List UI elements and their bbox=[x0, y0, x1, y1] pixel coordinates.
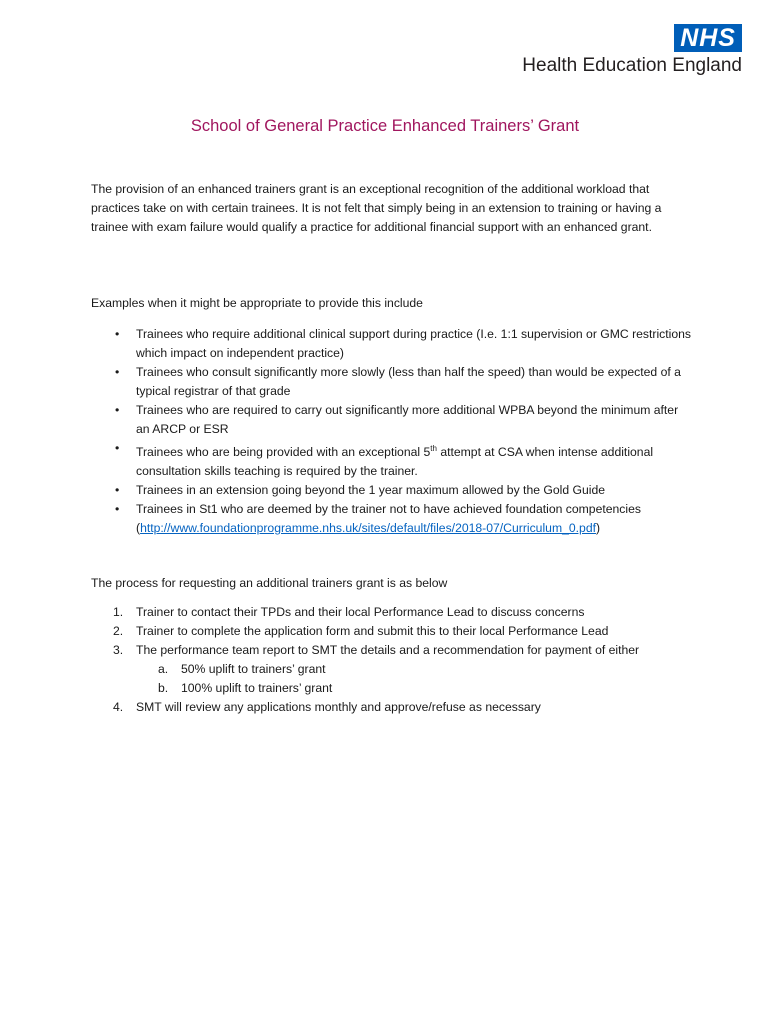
substep-text: 100% uplift to trainers’ grant bbox=[181, 681, 333, 695]
list-item bbox=[136, 679, 691, 698]
list-item bbox=[91, 698, 691, 717]
process-steps bbox=[91, 603, 691, 717]
step-text: SMT will review any applications monthly and approve/refuse as necessary bbox=[136, 700, 541, 714]
list-item bbox=[91, 641, 691, 698]
close-paren: ) bbox=[595, 521, 601, 536]
bullet-icon: • bbox=[115, 441, 120, 455]
intro-paragraph: The provision of an enhanced trainers grant is an exceptional recognition of the additional workload that practices take on with certain trainees. It is not felt that simply being in an extension to training or having a trainee with exam failure would qualify a practice for additional financial support with an enhanced grant. bbox=[91, 182, 662, 234]
bullet-icon: • bbox=[115, 483, 120, 498]
examples-list bbox=[91, 325, 691, 538]
csa-text-before: Trainees who are being provided with an exceptional 5 bbox=[136, 445, 431, 460]
list-item-text: Trainees who consult significantly more slowly (less than half the speed) than would be expected of a typical registrar of that grade bbox=[136, 365, 681, 398]
list-item bbox=[91, 439, 691, 481]
process-lead: The process for requesting an additional trainers grant is as below bbox=[91, 576, 448, 590]
substep-letter: a. bbox=[158, 662, 169, 676]
csa-text-after: attempt at CSA when intense additional consultation skills teaching is required by the trainer. bbox=[136, 445, 654, 479]
list-item-text bbox=[136, 445, 653, 478]
list-item bbox=[91, 481, 691, 500]
step-text: Trainer to contact their TPDs and their local Performance Lead to discuss concerns bbox=[136, 605, 585, 619]
list-item-text bbox=[136, 502, 641, 535]
ordinal-suffix: th bbox=[430, 444, 437, 453]
st1-text: Trainees in St1 who are deemed by the trainer not to have achieved foundation competencies bbox=[136, 502, 641, 517]
list-item bbox=[136, 660, 691, 679]
list-item bbox=[91, 401, 691, 439]
bullet-icon: • bbox=[115, 327, 120, 341]
bullet-icon: • bbox=[115, 365, 120, 379]
step-number: 2. bbox=[113, 624, 124, 638]
list-item-text: Trainees who are required to carry out significantly more additional WPBA beyond the minimum after an ARCP or ESR bbox=[136, 403, 679, 436]
list-item bbox=[91, 363, 691, 401]
org-name: Health Education England bbox=[522, 55, 742, 76]
examples-lead: Examples when it might be appropriate to provide this include bbox=[91, 296, 423, 310]
list-item-text: Trainees who require additional clinical support during practice (I.e. 1:1 supervision or GMC restrictions which impact on independent practice) bbox=[136, 327, 692, 360]
bullet-icon: • bbox=[115, 403, 120, 417]
step-text: Trainer to complete the application form and submit this to their local Performance Lead bbox=[136, 624, 609, 638]
open-paren: ( bbox=[136, 521, 141, 536]
nhs-logo-mark: NHS bbox=[674, 24, 742, 52]
step-number: 1. bbox=[113, 605, 124, 619]
list-item bbox=[91, 622, 691, 641]
list-item bbox=[91, 325, 691, 363]
page-title: School of General Practice Enhanced Trainers’ Grant bbox=[190, 117, 580, 135]
substep-letter: b. bbox=[158, 681, 169, 695]
payment-options bbox=[136, 660, 691, 698]
step-number: 3. bbox=[113, 643, 124, 657]
list-item bbox=[91, 500, 691, 538]
substep-text: 50% uplift to trainers’ grant bbox=[181, 662, 326, 676]
step-number: 4. bbox=[113, 700, 124, 714]
bullet-icon: • bbox=[115, 502, 120, 517]
hee-logo bbox=[472, 24, 742, 77]
list-item-text: Trainees in an extension going beyond the 1 year maximum allowed by the Gold Guide bbox=[136, 483, 606, 498]
list-item bbox=[91, 603, 691, 622]
step-text: The performance team report to SMT the details and a recommendation for payment of either bbox=[136, 643, 640, 657]
curriculum-link[interactable]: http://www.foundationprogramme.nhs.uk/sites/default/files/2018-07/Curriculum_0.pdf bbox=[140, 521, 596, 536]
